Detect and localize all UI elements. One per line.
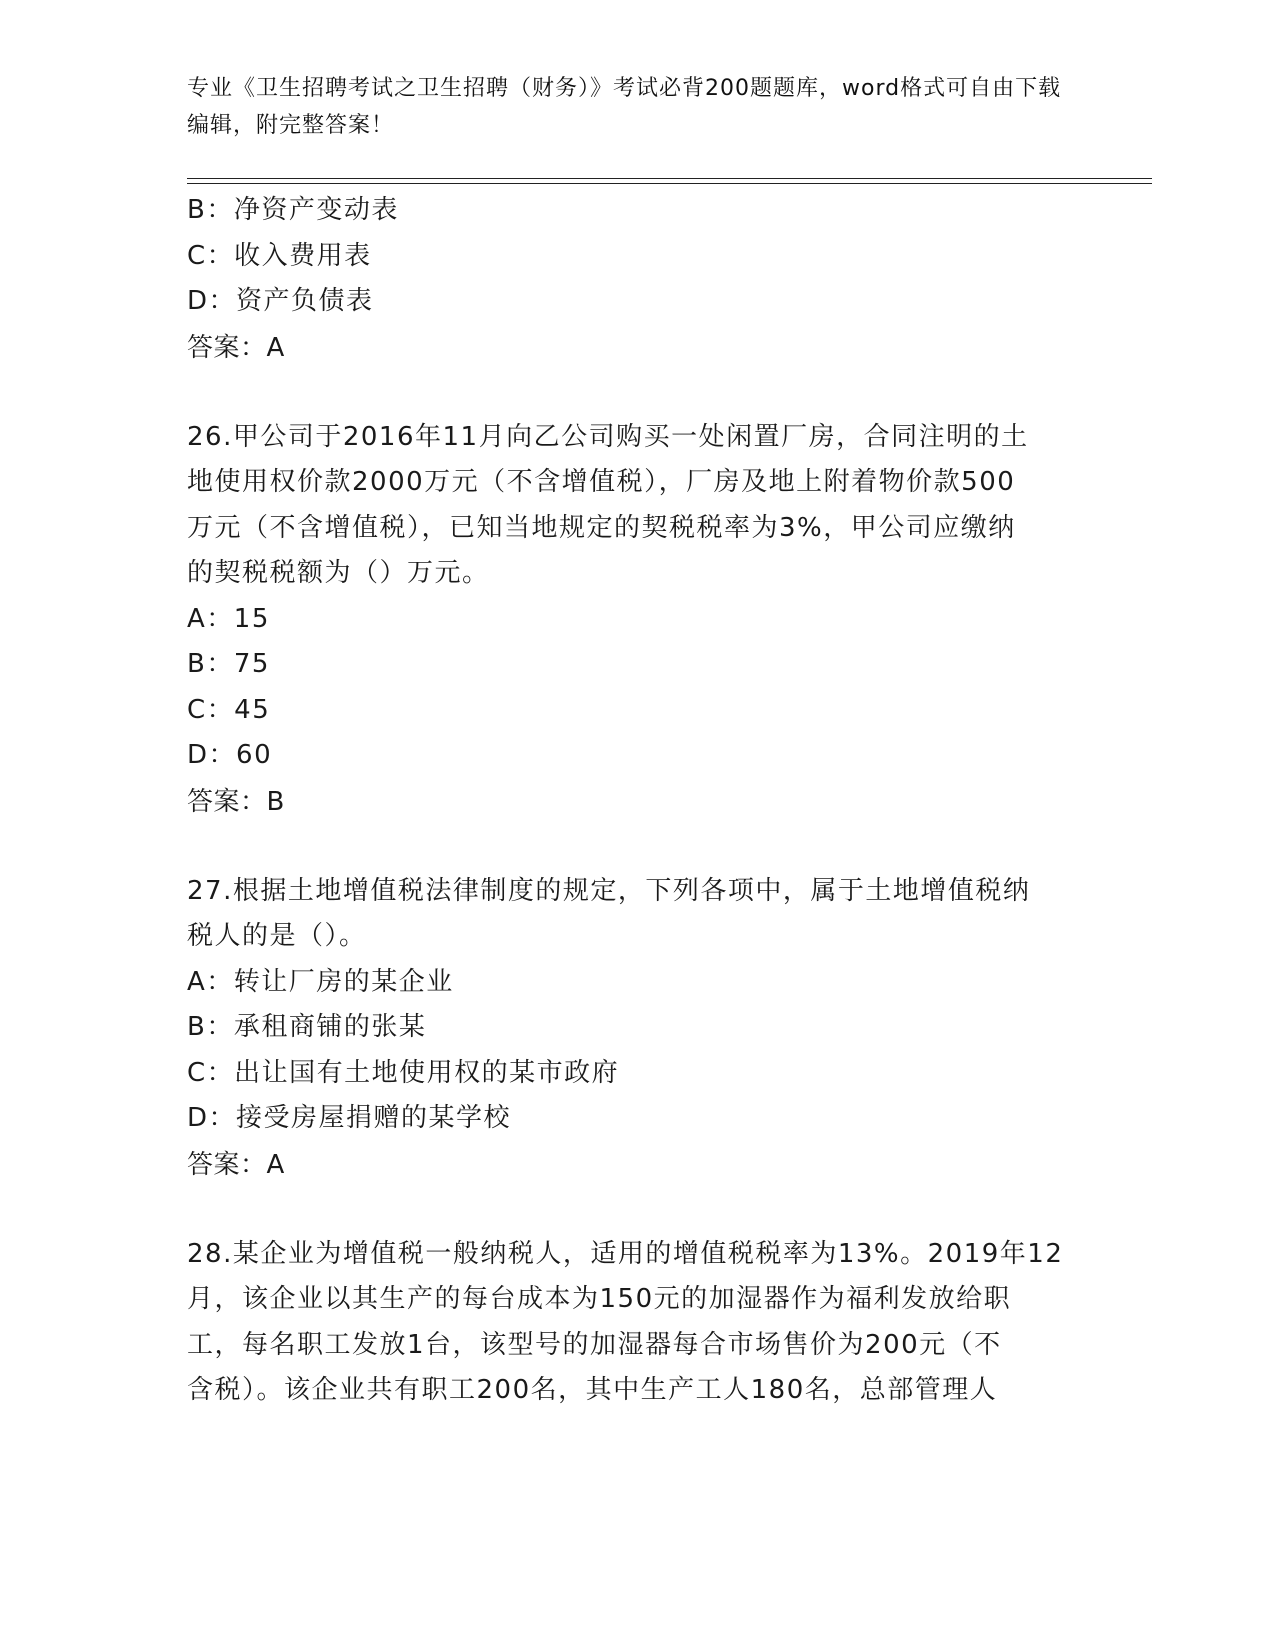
answer-value: A [266, 1149, 286, 1180]
question-27 [187, 869, 1087, 1188]
question-text-line: 税人的是（）。 [187, 921, 367, 951]
document-header: 专业《卫生招聘考试之卫生招聘（财务）》考试必背200题题库，word格式可自由下载编辑，附完整答案！ [187, 76, 1062, 138]
option-d: D：资产负债表 [187, 286, 374, 316]
header-divider-bottom [187, 183, 1152, 184]
option-a: A：15 [187, 603, 270, 634]
question-26 [187, 415, 1087, 825]
option-c: C：收入费用表 [187, 240, 372, 271]
question-text-line: 月，该企业以其生产的每台成本为150元的加湿器作为福利发放给职 [187, 1284, 1012, 1314]
question-spacer [187, 825, 1087, 869]
answer-label: 答案： [187, 786, 267, 817]
option-c: C：出让国有土地使用权的某市政府 [187, 1057, 620, 1088]
option-a: A：转让厂房的某企业 [187, 966, 454, 997]
question-text-line: 工，每名职工发放1台，该型号的加湿器每合市场售价为200元（不 [187, 1329, 1002, 1360]
question-text-line: 26.甲公司于2016年11月向乙公司购买一处闲置厂房，合同注明的土 [187, 421, 1029, 452]
question-text-line: 地使用权价款2000万元（不含增值税），厂房及地上附着物价款500 [187, 467, 1016, 497]
answer-value: B [266, 786, 286, 817]
header-divider-top [187, 178, 1152, 179]
question-text-line: 万元（不含增值税），已知当地规定的契税税率为3%，甲公司应缴纳 [187, 512, 1016, 543]
question-spacer [187, 1188, 1087, 1232]
answer-line [187, 325, 1087, 371]
option-d: D：60 [187, 740, 273, 770]
answer-value: A [266, 332, 286, 363]
answer-line [187, 1142, 1087, 1188]
option-c: C：45 [187, 694, 271, 725]
question-spacer [187, 371, 1087, 415]
question-text-line: 含税）。该企业共有职工200名，其中生产工人180名，总部管理人 [187, 1375, 998, 1405]
answer-line [187, 779, 1087, 825]
document-body [187, 188, 1087, 1414]
question-25-tail [187, 188, 1087, 371]
answer-label: 答案： [187, 1149, 267, 1180]
answer-label: 答案： [187, 332, 267, 363]
question-text-line: 28.某企业为增值税一般纳税人，适用的增值税税率为13%。2019年12 [187, 1238, 1064, 1269]
option-b: B：75 [187, 649, 270, 679]
question-text-line: 的契税税额为（）万元。 [187, 558, 490, 588]
option-d: D：接受房屋捐赠的某学校 [187, 1103, 512, 1133]
question-text-line: 27.根据土地增值税法律制度的规定，下列各项中，属于土地增值税纳 [187, 875, 1031, 906]
option-b: B：承租商铺的张某 [187, 1012, 427, 1042]
option-b: B：净资产变动表 [187, 195, 399, 225]
question-28 [187, 1232, 1087, 1414]
